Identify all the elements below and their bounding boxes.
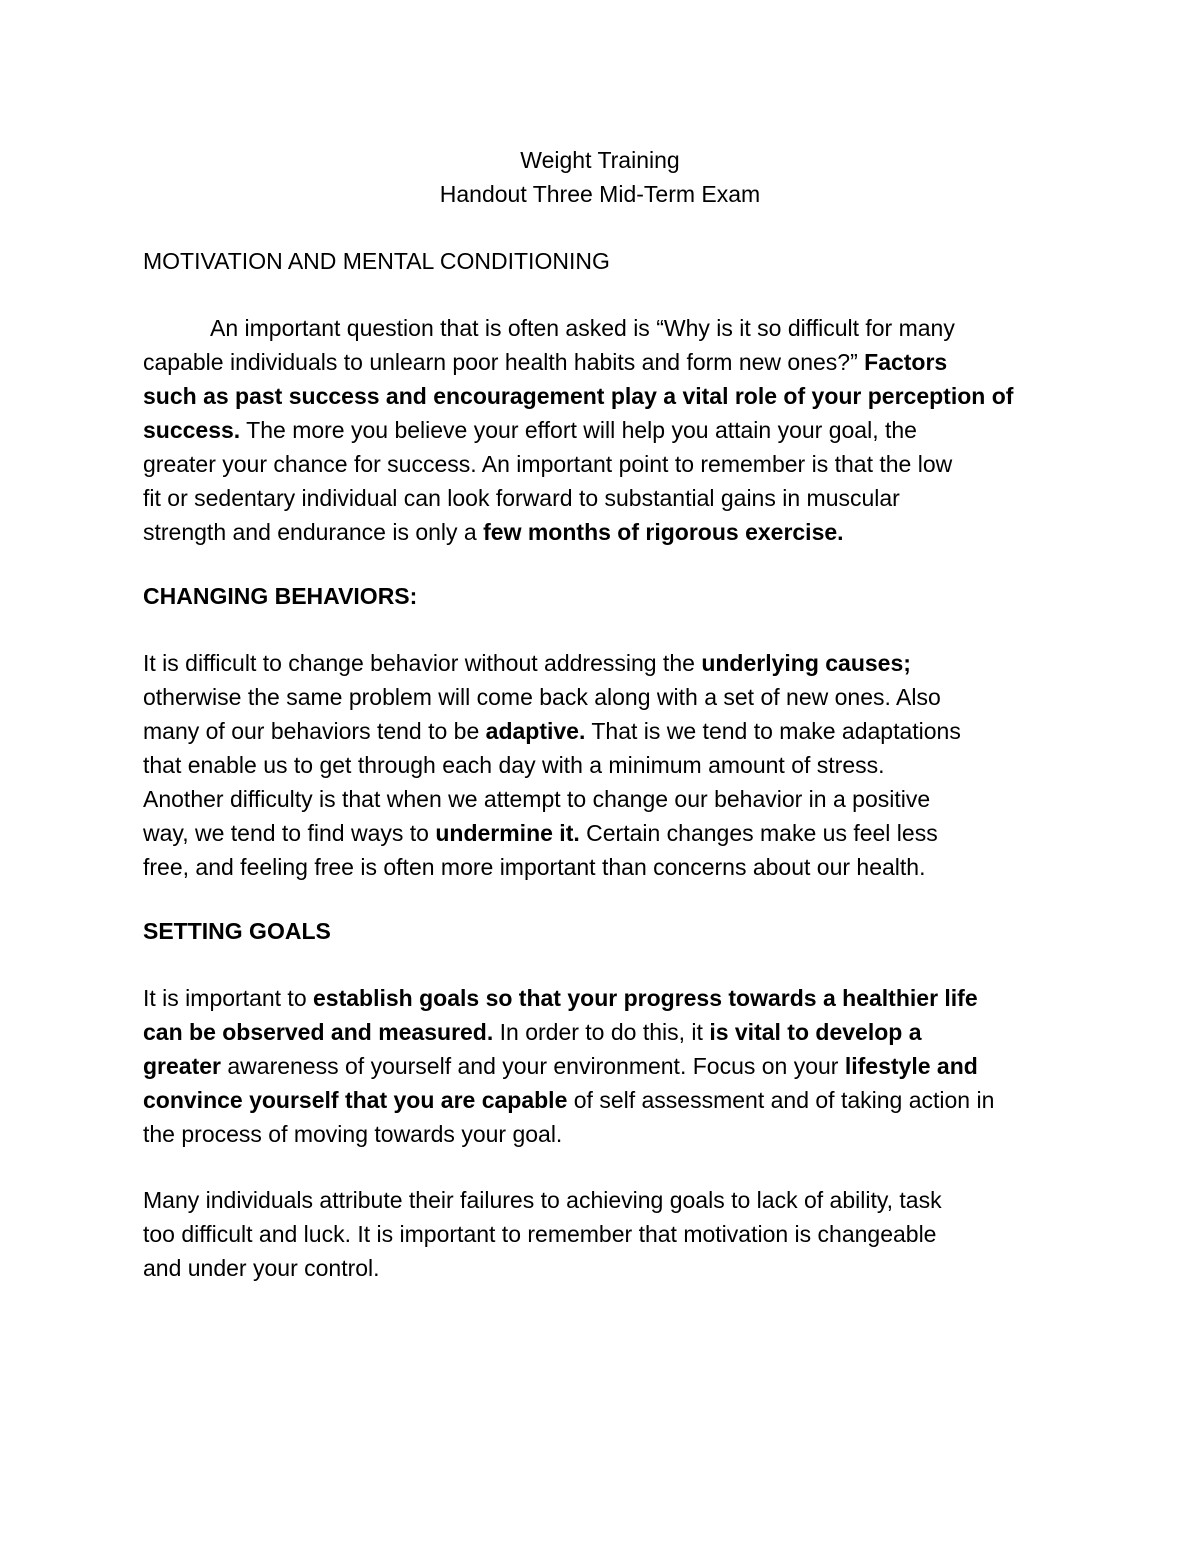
heading-changing-behaviors: CHANGING BEHAVIORS: [143,583,418,609]
text-line [143,1251,1063,1285]
text-line [143,481,1063,515]
text-run: The more you believe your effort will help you attain your goal, the [240,417,917,443]
document-header [0,143,1200,211]
text-line [143,345,1063,379]
text-run: and under your control. [143,1255,380,1281]
text-run: the process of moving towards your goal. [143,1121,563,1147]
text-line [143,447,1063,481]
bold-text-run: lifestyle and [844,1053,978,1079]
text-run: An important question that is often asked is “Why is it so difficult for many [210,315,955,341]
text-line [143,646,1063,680]
text-line [143,1183,1063,1217]
bold-text-run: undermine it. [435,820,580,846]
text-line [143,714,1063,748]
text-run: awareness of yourself and your environment. Focus on your [220,1053,845,1079]
bold-text-run: convince yourself that you are capable [143,1087,568,1113]
bold-text-run: adaptive. [485,718,586,744]
text-line [143,816,1063,850]
text-run: fit or sedentary individual can look forward to substantial gains in muscular [143,485,900,511]
text-run: too difficult and luck. It is important to remember that motivation is changeable [143,1221,937,1247]
paragraph-motivation [143,311,1063,549]
heading-setting-goals: SETTING GOALS [143,918,331,944]
text-run: of self assessment and of taking action in [567,1087,995,1113]
bold-text-run: is vital to develop a [709,1019,922,1045]
bold-text-run: underlying causes; [701,650,911,676]
text-line [143,515,1063,549]
text-run: It is difficult to change behavior without addressing the [143,650,702,676]
text-run: capable individuals to unlearn poor health habits and form new ones?” [143,349,865,375]
text-line [143,1015,1063,1049]
text-line [143,1049,1063,1083]
bold-text-run: few months of rigorous exercise. [483,519,844,545]
text-line [143,379,1063,413]
text-run: strength and endurance is only a [143,519,484,545]
text-line [143,1117,1063,1151]
heading-motivation: MOTIVATION AND MENTAL CONDITIONING [143,248,610,274]
text-line [143,850,1063,884]
paragraph-setting-goals [143,981,1063,1151]
paragraph-closing [143,1183,1063,1285]
text-run: Certain changes make us feel less [579,820,938,846]
paragraph-changing-behaviors [143,646,1063,884]
text-run: otherwise the same problem will come back along with a set of new ones. Also [143,684,941,710]
text-line [143,782,1063,816]
course-title: Weight Training [520,147,680,173]
text-line [143,413,1063,447]
text-run: In order to do this, it [493,1019,710,1045]
text-line [143,680,1063,714]
text-run: that enable us to get through each day with a minimum amount of stress. [143,752,885,778]
text-line [143,748,1063,782]
text-run: many of our behaviors tend to be [143,718,486,744]
text-run: free, and feeling free is often more important than concerns about our health. [143,854,926,880]
text-run: That is we tend to make adaptations [585,718,961,744]
bold-text-run: greater [143,1053,221,1079]
bold-text-run: success. [143,417,241,443]
bold-text-run: such as past success and encouragement play a vital role of your perception of [143,383,1014,409]
bold-text-run: establish goals so that your progress towards a healthier life [313,985,978,1011]
document-subtitle: Handout Three Mid-Term Exam [439,181,761,207]
text-run: greater your chance for success. An important point to remember is that the low [143,451,953,477]
text-run: way, we tend to find ways to [143,820,436,846]
text-run: It is important to [143,985,314,1011]
text-line [143,311,1063,345]
bold-text-run: can be observed and measured. [143,1019,494,1045]
text-line [143,981,1063,1015]
bold-text-run: Factors [864,349,948,375]
text-line [143,1217,1063,1251]
text-run: Many individuals attribute their failures to achieving goals to lack of ability, task [143,1187,942,1213]
text-line [143,1083,1063,1117]
text-run: Another difficulty is that when we attempt to change our behavior in a positive [143,786,931,812]
